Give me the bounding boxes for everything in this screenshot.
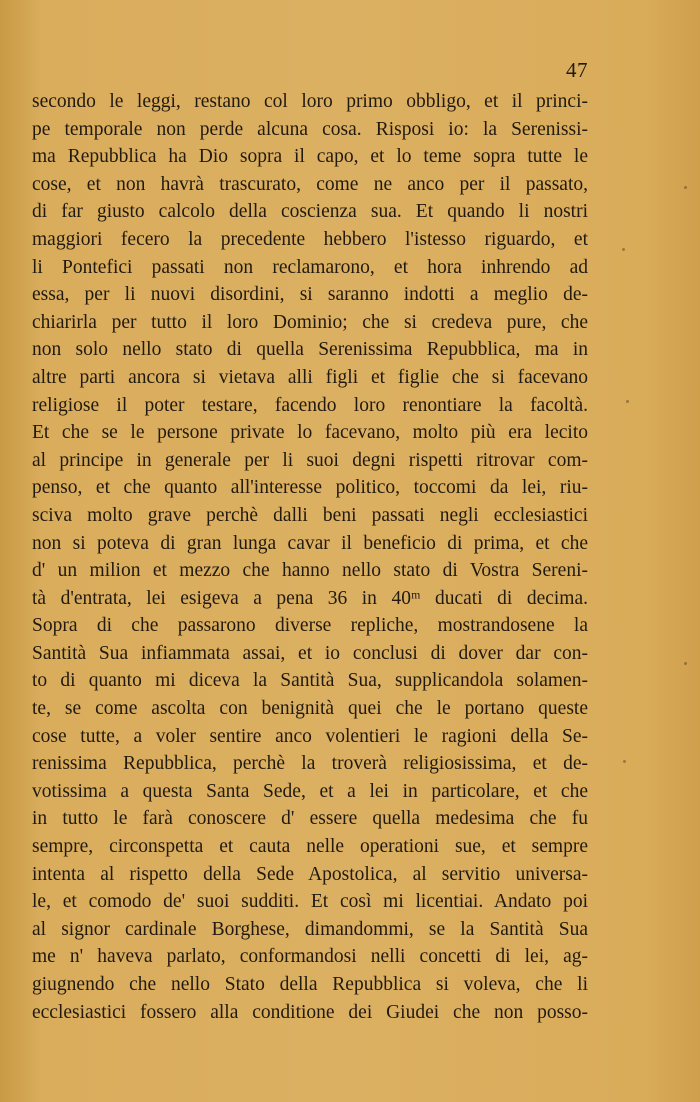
text-line: tà d'entrata, lei esigeva a pena 36 in 40ᵐ ducati di decima. [32, 587, 588, 609]
paper-speck [684, 186, 687, 189]
text-line: essa, per li nuovi disordini, si saranno indotti a meglio de- [32, 284, 588, 306]
text-line: sciva molto grave perchè dalli beni passati negli ecclesiastici [32, 504, 588, 526]
text-line: giugnendo che nello Stato della Repubblica si voleva, che li [32, 974, 588, 995]
paper-speck [684, 662, 687, 665]
text-line: to di quanto mi diceva la Santità Sua, supplicandola solamen- [32, 670, 588, 692]
text-line: sempre, circonspetta et cauta nelle operationi sue, et sempre [32, 836, 588, 858]
text-line: non si poteva di gran lunga cavar il beneficio di prima, et che [32, 532, 588, 554]
paper-speck [622, 248, 625, 251]
text-line: cose, et non havrà trascurato, come ne anco per il passato, [32, 173, 588, 195]
text-line: Sopra di che passarono diverse repliche, mostrandosene la [32, 615, 588, 637]
text-line: me n' haveva parlato, conformandosi nelli concetti di lei, ag- [32, 946, 588, 968]
text-line: Santità Sua infiammata assai, et io conclusi di dover dar con- [32, 642, 588, 664]
text-line: in tutto le farà conoscere d' essere quella medesima che fu [32, 808, 588, 830]
text-line: le, et comodo de' suoi sudditi. Et così mi licentiai. Andato poi [32, 891, 588, 913]
text-line: altre parti ancora si vietava alli figli et figlie che si facevano [32, 366, 588, 388]
text-line: maggiori fecero la precedente hebbero l'istesso riguardo, et [32, 228, 588, 250]
paper-speck [623, 760, 626, 763]
text-line: al principe in generale per li suoi degni rispetti ritrovar com- [32, 449, 588, 471]
page-number: 47 [566, 58, 588, 82]
text-line: penso, et che quanto all'interesse politico, toccomi da lei, riu- [32, 477, 588, 499]
text-line: votissima a questa Santa Sede, et a lei in particolare, et che [32, 780, 588, 802]
text-line: Et che se le persone private lo facevano, molto più era lecito [32, 422, 588, 444]
text-line: li Pontefici passati non reclamarono, et hora inhrendo ad [32, 256, 588, 278]
text-line: ma Repubblica ha Dio sopra il capo, et lo teme sopra tutte le [32, 146, 588, 168]
text-line: cose tutte, a voler sentire anco volentieri le ragioni della Se- [32, 725, 588, 747]
text-line: chiarirla per tutto il loro Dominio; che si credeva pure, che [32, 311, 588, 333]
text-line: di far giusto calcolo della coscienza sua. Et quando li nostri [32, 201, 588, 223]
text-line: pe temporale non perde alcuna cosa. Risposi io: la Serenissi- [32, 118, 588, 140]
text-line: intenta al rispetto della Sede Apostolica, al servitio universa- [32, 863, 588, 885]
paper-speck [626, 400, 629, 403]
body-text [32, 88, 588, 1026]
text-line: secondo le leggi, restano col loro primo obbligo, et il princi- [32, 91, 588, 112]
text-line: non solo nello stato di quella Serenissima Repubblica, ma in [32, 339, 588, 361]
text-line: te, se come ascolta con benignità quei che le portano queste [32, 698, 588, 720]
text-line: religiose il poter testare, facendo loro renontiare la facoltà. [32, 394, 588, 416]
text-line: ecclesiastici fossero alla conditione dei Giudei che non posso- [32, 1001, 588, 1023]
text-line: al signor cardinale Borghese, dimandommi, se la Santità Sua [32, 918, 588, 940]
text-line: renissima Repubblica, perchè la troverà religiosissima, et de- [32, 753, 588, 775]
text-line: d' un milion et mezzo che hanno nello stato di Vostra Sereni- [32, 560, 588, 582]
